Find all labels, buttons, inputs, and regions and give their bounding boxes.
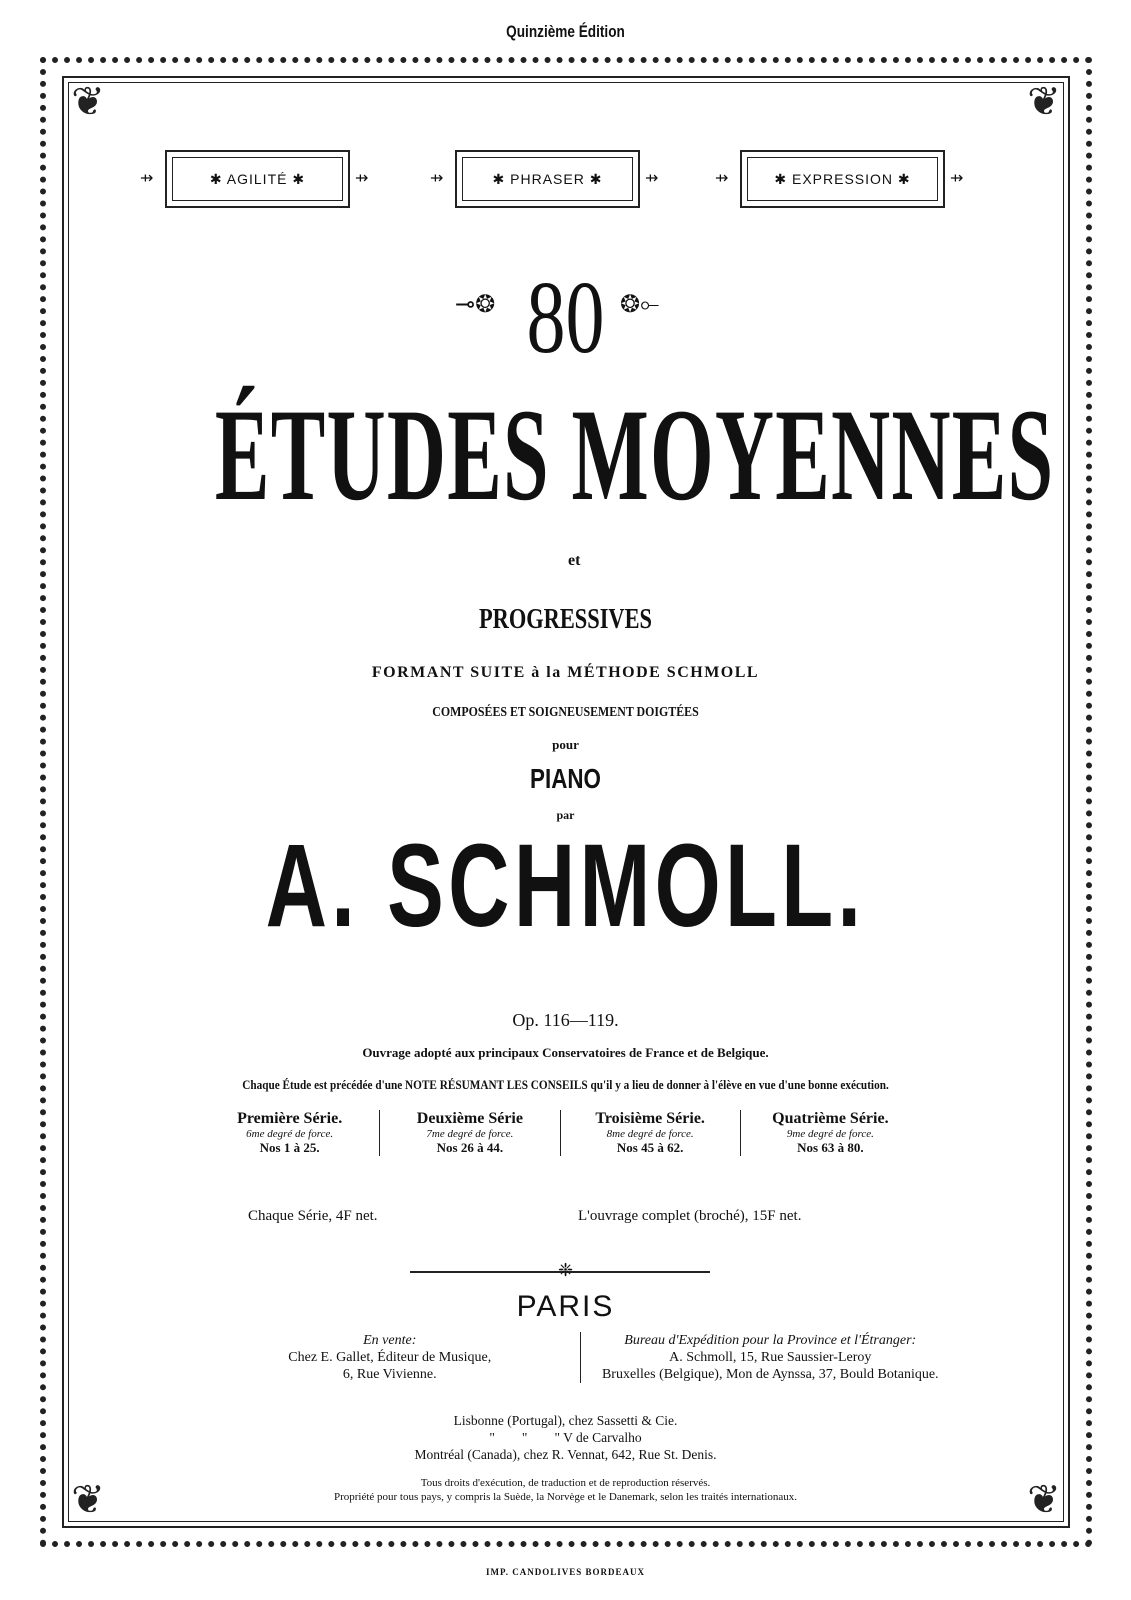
series-numbers: Nos 1 à 25. — [259, 1140, 320, 1155]
corner-ornament-icon: ❦ — [1027, 79, 1061, 124]
bureau-line: Bruxelles (Belgique), Mon de Aynssa, 37, Bould Botanique. — [601, 1367, 939, 1382]
sellers — [200, 1332, 960, 1383]
subtitle: PROGRESSIVES — [478, 604, 653, 635]
sale-line: 6, Rue Vivienne. — [342, 1367, 437, 1382]
bureau-line: A. Schmoll, 15, Rue Saussier-Leroy — [669, 1350, 872, 1365]
agent-line: " " " V de Carvalho — [489, 1430, 642, 1445]
arrow-ornament-icon: ⇸ — [715, 170, 729, 187]
scroll-ornament-icon: ❂⟜ — [620, 292, 660, 318]
series-degree: 9me degré de force. — [786, 1128, 874, 1140]
arrow-ornament-icon: ⇸ — [645, 170, 659, 187]
series-list — [200, 1110, 920, 1156]
adoption-note: Ouvrage adopté aux principaux Conservatoires de France et de Belgique. — [362, 1045, 769, 1060]
composer-name: A. SCHMOLL. — [265, 820, 866, 952]
corner-ornament-icon: ❦ — [71, 1477, 105, 1522]
series-name: Troisième Série. — [595, 1110, 705, 1127]
divider-ornament-icon: ❈ — [557, 1260, 574, 1280]
box-expression — [740, 150, 945, 208]
rights-line: Propriété pour tous pays, y compris la Suède, la Norvège et le Danemark, selon les traités internationaux. — [333, 1491, 798, 1503]
arrow-ornament-icon: ⇸ — [950, 170, 964, 187]
series-item — [740, 1110, 920, 1156]
series-price: Chaque Série, 4F net. — [248, 1208, 378, 1224]
series-item — [379, 1110, 559, 1156]
composed-line: COMPOSÉES ET SOIGNEUSEMENT DOIGTÉES — [432, 705, 699, 720]
par-label: par — [556, 808, 575, 822]
conjunction: et — [568, 552, 581, 569]
series-name: Deuxième Série — [416, 1110, 523, 1127]
sale-label: En vente: — [363, 1333, 417, 1348]
edition-label: Quinzième Édition — [506, 22, 625, 41]
arrow-ornament-icon: ⇸ — [355, 170, 369, 187]
rights-notice — [0, 1476, 1131, 1504]
sale-info — [200, 1332, 580, 1383]
bureau-label: Bureau d'Expédition pour la Province et l'Étranger: — [624, 1333, 917, 1348]
city: PARIS — [516, 1290, 615, 1323]
series-item — [560, 1110, 740, 1156]
series-numbers: Nos 63 à 80. — [797, 1140, 864, 1155]
series-name: Première Série. — [237, 1110, 343, 1127]
box-label: ✱ PHRASER ✱ — [492, 170, 603, 187]
main-title: ÉTUDES MOYENNES — [214, 381, 1055, 528]
agent-line: Montréal (Canada), chez R. Vennat, 642, Rue St. Denis. — [414, 1447, 717, 1462]
opus-number: Op. 116—119. — [512, 1010, 619, 1030]
box-phraser — [455, 150, 640, 208]
series-degree: 8me degré de force. — [606, 1128, 694, 1140]
other-agents — [0, 1412, 1131, 1463]
series-item — [200, 1110, 379, 1156]
method-line: FORMANT SUITE à la MÉTHODE SCHMOLL — [371, 664, 760, 681]
series-numbers: Nos 45 à 62. — [616, 1140, 684, 1155]
pour-label: pour — [552, 737, 579, 752]
etude-note: Chaque Étude est précédée d'une NOTE RÉSUMANT LES CONSEILS qu'il y a lieu de donner à l'élève en vue d'une bonne exécution. — [242, 1078, 889, 1092]
instrument: PIANO — [530, 763, 601, 794]
series-numbers: Nos 26 à 44. — [436, 1140, 504, 1155]
arrow-ornament-icon: ⇸ — [430, 170, 444, 187]
bureau-info — [580, 1332, 961, 1383]
scroll-ornament-icon: ⊸❂ — [455, 292, 496, 318]
arrow-ornament-icon: ⇸ — [140, 170, 154, 187]
series-name: Quatrième Série. — [772, 1110, 889, 1127]
box-label: ✱ EXPRESSION ✱ — [774, 170, 911, 187]
series-degree: 6me degré de force. — [246, 1128, 334, 1140]
corner-ornament-icon: ❦ — [71, 79, 105, 124]
box-agilite — [165, 150, 350, 208]
corner-ornament-icon: ❦ — [1027, 1477, 1061, 1522]
agent-line: Lisbonne (Portugal), chez Sassetti & Cie. — [453, 1413, 678, 1428]
sale-line: Chez E. Gallet, Éditeur de Musique, — [288, 1350, 492, 1365]
etude-count: 80 — [526, 260, 605, 375]
series-degree: 7me degré de force. — [426, 1128, 514, 1140]
complete-price: L'ouvrage complet (broché), 15F net. — [578, 1208, 802, 1224]
rights-line: Tous droits d'exécution, de traduction et de reproduction réservés. — [420, 1477, 711, 1489]
printer-credit: IMP. CANDOLIVES BORDEAUX — [486, 1567, 645, 1577]
box-label: ✱ AGILITÉ ✱ — [209, 170, 306, 187]
